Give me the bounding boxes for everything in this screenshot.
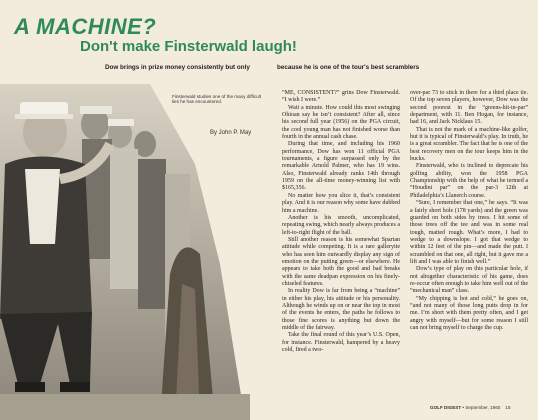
paragraph: No matter how you slice it, that’s consistent play. And it is our reason why some have dubbed him a machine. (282, 192, 400, 214)
subheadline: Don't make Finsterwald laugh! (80, 38, 297, 55)
footer-separator: • (462, 405, 465, 410)
page-footer (430, 405, 511, 410)
paragraph: “My chipping is hot and cold,” he goes on, “and not many of those long putts drop in for me. I’m short with them pretty often, and I get angry with myself—but for some reason I still can not bring myself to charge the cup. (410, 295, 528, 331)
paragraph: During that time, and including his 1960 performance, Dow has won 11 official PGA tournaments, a figure surpassed only by the remarkable Arnold Palmer, who has 19 wins. Also, Finsterwald already ranks 14th through 1959 on the all-time money-winning list with $165,356. (282, 141, 400, 192)
paragraph: Still another reason is his somewhat Spartan attitude while competing. It is a rare galleryite who has seen him outwardly display any sign of emotion on the putting green—or elsewhere. He appears to take both the good and bad breaks with the same deadpan expression on his finely-chiseled features. (282, 236, 400, 287)
article-column-2 (410, 90, 528, 332)
magazine-name: GOLF DIGEST (430, 405, 462, 410)
paragraph: Another is his smooth, uncomplicated, repeating swing, which nearly always produces a left-to-right flight of the ball. (282, 214, 400, 236)
article-column-1 (282, 90, 400, 354)
paragraph: Dow’s type of play on this particular hole, if not altogether characteristic of his game, does re-occur often enough to take him well out of the “mechanical man” class. (410, 266, 528, 295)
paragraph: over-par 73 to stick in there for a third place tie. Of the top seven players, however, Dow was the second poorest in the “greens-hit-in-par” department, with 11. Ben Hogan, for instance, had 16, and Jack Nicklaus 15. (410, 90, 528, 126)
headline: A MACHINE? (14, 14, 157, 39)
deck-right: because he is one of the tour's best scramblers (277, 64, 420, 71)
photo-caption: Finsterwald studies one of the many difficult lies he has encountered. (172, 94, 262, 105)
deck-left: Dow brings in prize money consistently but only (105, 64, 250, 71)
paragraph: Wait a minute. How could this most swinging Ohioan say he isn’t consistent? After all, since his second full year (1956) on the PGA circuit, the cool young man has not finished worse than fourth in the annual cash chase. (282, 104, 400, 141)
paragraph: Take the final round of this year’s U.S. Open, for instance. Finsterwald, hampered by a heavy cold, fired a two- (282, 332, 400, 354)
paragraph: “ME, CONSISTENT?” grins Dow Finsterwald. “I wish I were.” (282, 90, 400, 104)
issue-date: September, 1960 (465, 405, 501, 410)
paragraph: Finsterwald, who is inclined to deprecate his golfing ability, won the 1958 PGA Championship with the help of what he termed a “Houdini par” on the par-3 12th at Philadelphia’s Llanerch course. (410, 163, 528, 199)
paragraph: That is not the mark of a machine-like golfer, but it is typical of Finsterwald’s play. In truth, he is a great scrambler. The fact that he is one of the best recovery men on the tour keeps him in the bucks. (410, 126, 528, 163)
byline: By John P. May (210, 130, 252, 136)
paragraph: In reality Dow is far from being a “machine” in either his play, his attitude or his personality. Although he winds up on or near the top in most of the events he enters, the paths he follows to those fine scores is anything but down the middle of the fairway. (282, 288, 400, 331)
page-number: 15 (505, 405, 511, 410)
paragraph: “Sure, I remember that one,” he says. “It was a fairly short hole (178 yards) and the green was guarded on both sides by trees. I hit some of those trees off the tee and was in some real tough, matted rough. What’s more, I had to wedge to a downslope. I got that wedge to within 12 feet of the pin—and made the putt. I scrambled on that one, all right, but it gave me a lift and I was able to finish well.” (410, 200, 528, 265)
